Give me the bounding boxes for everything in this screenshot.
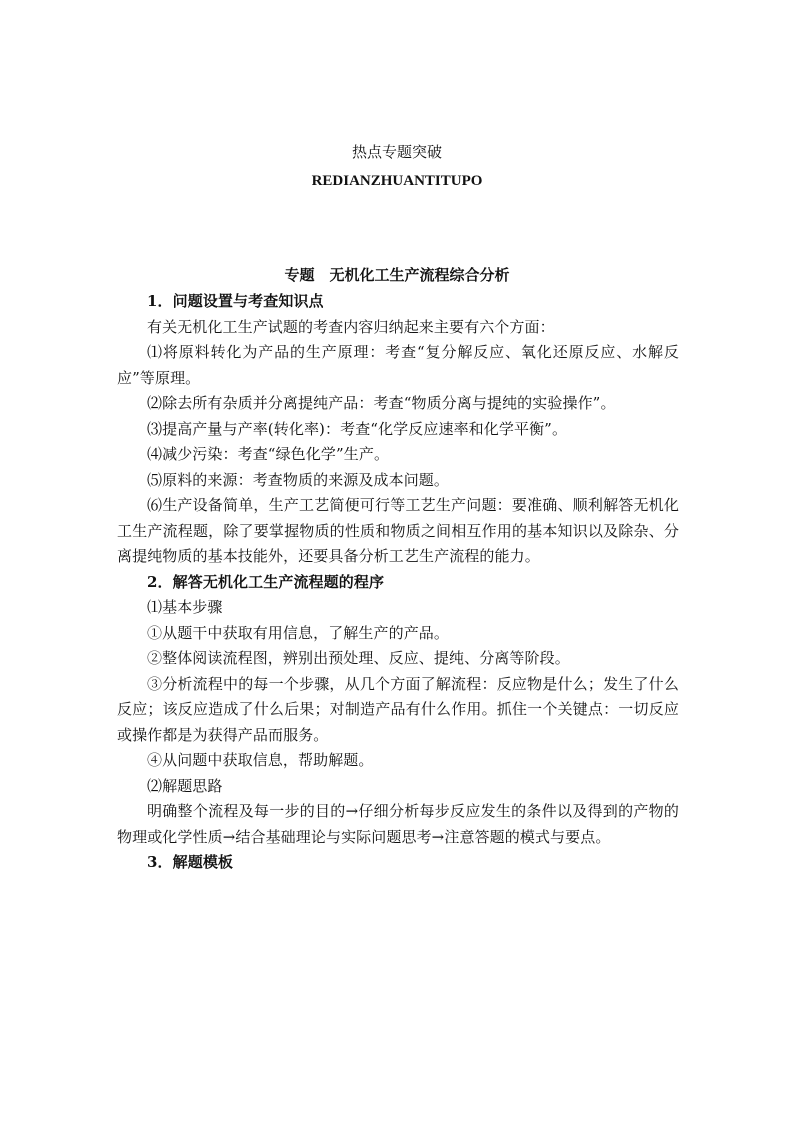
header-title: 热点专题突破 [351, 143, 442, 161]
section-2-step-3: ③分析流程中的每一个步骤，从几个方面了解流程：反应物是什么；发生了什么反应；该反应造成了什么后果；对制造产品有什么作用。抓住一个关键点：一切反应或操作都是为获得产品而服务。 [117, 674, 679, 744]
topic-title: 专题 无机化工生产流程综合分析 [284, 266, 510, 284]
section-1-intro: 有关无机化工生产试题的考查内容归纳起来主要有六个方面： [147, 317, 555, 336]
section-2-heading: 2．解答无机化工生产流程题的程序 [147, 572, 385, 591]
section-1-item-5: ⑸原料的来源：考查物质的来源及成本问题。 [147, 470, 450, 489]
document-body [117, 289, 679, 876]
section-1-heading: 1．问题设置与考查知识点 [147, 292, 324, 310]
section-3-heading: 3．解题模板 [147, 853, 234, 871]
section-2-step-1: ①从题干中获取有用信息，了解生产的产品。 [147, 623, 450, 642]
section-1-item-4: ⑷减少污染：考查“绿色化学”生产。 [147, 445, 390, 463]
header-pinyin: REDIANZHUANTITUPO [311, 173, 483, 189]
section-2-step-2: ②整体阅读流程图，辨别出预处理、反应、提纯、分离等阶段。 [147, 649, 570, 667]
section-1-item-3: ⑶提高产量与产率(转化率)：考查“化学反应速率和化学平衡”。 [147, 419, 568, 438]
section-1-item-2: ⑵除去所有杂质并分离提纯产品：考查“物质分离与提纯的实验操作”。 [147, 394, 616, 412]
section-2-subheading-2: ⑵解题思路 [147, 776, 223, 795]
section-1-item-6: ⑹生产设备简单，生产工艺简便可行等工艺生产问题：要准确、顺利解答无机化工生产流程题，除了要掌握物质的性质和物质之间相互作用的基本知识以及除杂、分离提纯物质的基本技能外，还要具备分析工艺生产流程的能力。 [117, 496, 679, 565]
section-2-step-4: ④从问题中获取信息，帮助解题。 [147, 751, 374, 769]
section-2-subheading-1: ⑴基本步骤 [147, 598, 223, 616]
section-2-idea: 明确整个流程及每一步的目的→仔细分析每步反应发生的条件以及得到的产物的物理或化学性质→结合基础理论与实际问题思考→注意答题的模式与要点。 [117, 802, 679, 846]
section-1-item-1: ⑴将原料转化为产品的生产原理：考查“复分解反应、氧化还原反应、水解反应”等原理。 [117, 343, 679, 387]
